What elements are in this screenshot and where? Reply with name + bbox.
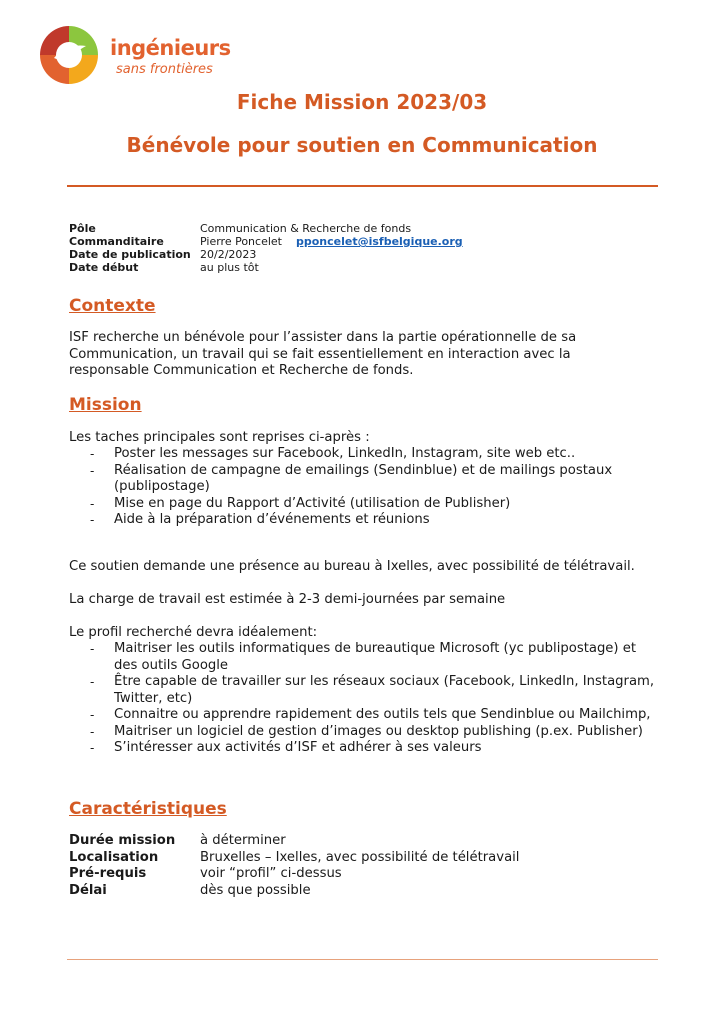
char-value: Bruxelles – Ixelles, avec possibilité de télétravail: [200, 849, 520, 865]
char-value: à déterminer: [200, 833, 286, 848]
logo-text-line2: sans frontières: [116, 62, 213, 77]
char-key: Durée mission: [69, 833, 176, 848]
list-item: - Réalisation de campagne de emailings (Sendinblue) et de mailings postaux (publipostage): [90, 463, 660, 496]
task-list: [90, 446, 660, 529]
charge-text: La charge de travail est estimée à 2-3 demi-journées par semaine: [69, 592, 506, 607]
meta-value: 20/2/2023: [200, 248, 257, 261]
char-value: voir “profil” ci-dessus: [200, 866, 342, 881]
caracteristiques-table: [69, 833, 519, 899]
meta-value: au plus tôt: [200, 261, 259, 274]
list-item: - Être capable de travailler sur les réseaux sociaux (Facebook, LinkedIn, Instagram, Twitter, etc): [90, 674, 660, 707]
footer-divider: [67, 959, 658, 960]
list-item: - Maitriser les outils informatiques de bureautique Microsoft (yc publipostage) et des outils Google: [90, 641, 660, 674]
logo-text-line1: ingénieurs: [110, 36, 231, 60]
char-key: Pré-requis: [69, 866, 147, 881]
contexte-line: ISF recherche un bénévole pour l’assister dans la partie opérationnelle de sa: [69, 330, 577, 345]
contexte-paragraph: [69, 330, 669, 380]
char-row: [69, 883, 519, 900]
list-item: - Aide à la préparation d’événements et réunions: [90, 512, 660, 529]
isf-logo-icon: [36, 22, 102, 88]
meta-key: Date début: [69, 261, 139, 274]
profil-list: [90, 641, 660, 757]
meta-key: Pôle: [69, 222, 96, 235]
meta-row-pole: [69, 222, 463, 235]
char-row: [69, 850, 519, 867]
list-item: - Connaitre ou apprendre rapidement des outils tels que Sendinblue ou Mailchimp,: [90, 707, 660, 724]
contexte-line: responsable Communication et Recherche de fonds.: [69, 363, 414, 378]
meta-value: Communication & Recherche de fonds: [200, 222, 412, 235]
list-item: - Poster les messages sur Facebook, LinkedIn, Instagram, site web etc..: [90, 446, 660, 463]
section-heading-caracteristiques: Caractéristiques: [69, 799, 227, 819]
mission-title: Fiche Mission 2023/03: [236, 90, 488, 114]
char-value: dès que possible: [200, 882, 311, 898]
email-link[interactable]: pponcelet@isfbelgique.org: [295, 235, 463, 248]
meta-row-commanditaire: [69, 235, 463, 248]
meta-key: Date de publication: [69, 248, 191, 261]
mission-subtitle: Bénévole pour soutien en Communication: [126, 133, 598, 157]
isf-logo: [36, 22, 236, 92]
list-item: - Maitriser un logiciel de gestion d’images ou desktop publishing (p.ex. Publisher): [90, 724, 660, 741]
mission-intro: Les taches principales sont reprises ci-après :: [69, 430, 370, 445]
presence-text: Ce soutien demande une présence au bureau à Ixelles, avec possibilité de télétravail.: [69, 559, 635, 574]
meta-key: Commanditaire: [69, 235, 164, 248]
list-item: - S’intéresser aux activités d’ISF et adhérer à ses valeurs: [90, 740, 660, 757]
meta-row-date-publication: [69, 248, 463, 261]
meta-row-date-debut: [69, 261, 463, 274]
contexte-line: Communication, un travail qui se fait essentiellement en interaction avec la: [69, 346, 571, 362]
char-row: [69, 866, 519, 883]
char-key: Localisation: [69, 849, 159, 865]
meta-value: Pierre Poncelet: [200, 235, 282, 248]
section-heading-contexte: Contexte: [69, 296, 156, 316]
meta-table: [69, 222, 463, 274]
list-item: - Mise en page du Rapport d’Activité (utilisation de Publisher): [90, 496, 660, 513]
char-row: [69, 833, 519, 850]
section-heading-mission: Mission: [69, 395, 142, 415]
header-divider: [67, 185, 658, 187]
char-key: Délai: [69, 882, 107, 898]
profil-intro: Le profil recherché devra idéalement:: [69, 625, 318, 640]
